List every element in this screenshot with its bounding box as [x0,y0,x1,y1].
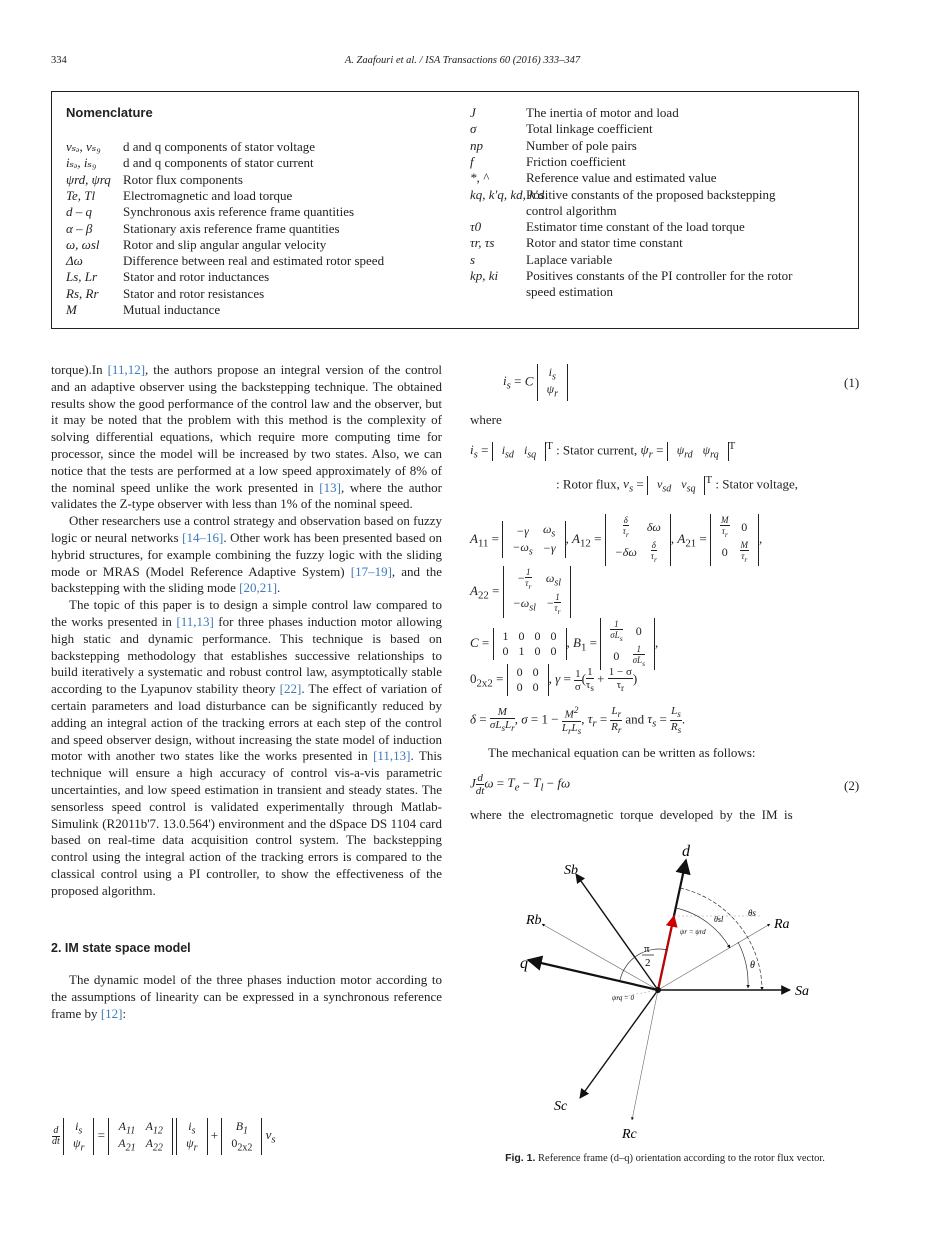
nomenclature-description: Stator and rotor resistances [123,285,265,301]
nomenclature-symbol: τ0 [470,219,482,235]
nomenclature-description: Synchronous axis reference frame quantities [123,204,355,220]
label-pi: π [644,943,650,955]
paragraph-4: The dynamic model of the three phases induction motor according to the assumptions of linearity can be expressed in a synchronous reference frame by [12]: [51,972,442,1021]
citation-link[interactable]: [14–16] [182,529,224,545]
nomenclature-symbol: s [470,251,476,267]
citation-link[interactable]: [11,12] [107,362,146,377]
nomenclature-symbol: Te, Tl [66,187,96,203]
theta-arc [738,942,748,988]
citation-link[interactable]: [20,21] [239,580,278,596]
nomenclature-description: Electromagnetic and load torque [123,187,293,203]
nomenclature-symbol: f [470,153,474,169]
nomenclature-description: d and q components of stator current [123,155,314,171]
label-sa: Sa [795,984,809,999]
left-text-column [51,362,442,1023]
origin-point [655,987,661,993]
section-heading: 2. IM state space model [51,940,191,955]
sb-axis [576,874,658,990]
zero-gamma-defs: $0_{2x2}$ = 0 0 0 0 , γ = $\frac{1}{\sigma}$ ( $\frac{1}{\tau_s}$ + $\frac{1 - \sigma}{\tau_r}$ ) [470,665,638,694]
figure-caption: Fig. 1. Reference frame (d–q) orientation according to the rotor flux vector. [505,1152,825,1164]
nomenclature-symbol: ω, ωsl [66,236,100,252]
nomenclature-title: Nomenclature [66,105,153,120]
label-d: d [682,843,690,860]
citation-link[interactable]: [13] [319,479,341,495]
page-number: 334 [51,55,67,66]
nomenclature-symbol: kp, ki [470,268,499,283]
nomenclature-description: Rotor and slip angular angular velocity [123,236,327,252]
equation-number: (2) [844,778,860,793]
label-q: q [520,955,528,972]
citation-link[interactable]: [22] [279,681,302,697]
nomenclature-description: Rotor and stator time constant [526,235,683,251]
nomenclature-description: Stationary axis reference frame quantities [123,220,340,236]
label-rb: Rb [526,913,542,928]
nomenclature-symbol: α – β [66,220,93,236]
label-two: 2 [645,957,651,969]
nomenclature-description: Difference between real and estimated rotor speed [123,253,385,269]
state-space-equation: $\frac{d}{dt}$ $i_s$ $\psi_r$ = $A_{11}$ $A_{12}$ $A_{21}$ $A_{22}$ $i_s$ $\psi_r$ + $B_1$ $0_{2x2}$ $v_s$ [52,1119,276,1154]
nomenclature-description: Friction coefficient [526,153,626,169]
nomenclature-description: Reference value and estimated value [526,170,717,186]
nomenclature-description: Rotor flux components [123,171,243,187]
label-psi-rq: ψrq = 0 [612,994,635,1002]
nomenclature-description: control algorithm [526,202,617,218]
label-psi-r: ψr = ψrd [680,928,706,936]
nomenclature-description: The inertia of motor and load [526,105,679,120]
nomenclature-symbol: Ls, Lr [66,269,98,285]
label-theta-s: θs [748,908,756,918]
nomenclature-symbol: vₛₔ, vₛ₉ [66,139,101,154]
label-sc: Sc [554,1099,568,1114]
ra-axis [658,924,770,990]
paragraph-2: Other researchers use a control strategy and observation based on fuzzy logic or neural networks [14–16]. Other work has been presented based on hybrid structures, for example combining the fuzzy logic with the sliding mode or MRAS (Model Reference Adaptive System) [17–19], and the backstepping with the sliding mode [20,21]. [51,513,442,596]
nomenclature-symbol: iₛₔ, iₛ₉ [66,155,97,171]
nomenclature-symbol: np [470,137,483,153]
label-theta-sl: θsl [714,915,724,924]
nomenclature-symbol: J [470,105,476,120]
nomenclature-description: Stator and rotor inductances [123,269,270,285]
nomenclature-symbol: *, ^ [470,170,489,186]
nomenclature-description: Positive constants of the proposed backstepping [526,186,776,202]
citation-link[interactable]: [11,13] [373,748,411,764]
rotor-flux-vector [658,916,674,990]
nomenclature-description: Total linkage coefficient [526,121,653,137]
theta-s-arc [680,888,762,990]
citation-link[interactable]: [17–19] [350,563,392,579]
paragraph-3: The topic of this paper is to design a simple control law compared to the works presented in [11,13] for three phases induction motor allowing high static and dynamic performance. This technique is based on backstepping methodology that establishes successive relationships to build iteratively a systematic and robust control law, asymptotically stable according to the Lyapunov stability theory [22]. The effect of variation of certain parameters and load disturbance can be significantly reduced by adding an integral action of the tracking errors at each step of the control and speed observer design, without increasing the state model of induction motor with another two states like the works presented in [11,13]. This technique will ensure a high accuracy of control vis-a-vis parametric uncertainties, and low speed estimation in transient and steady states. The sensorless speed control is validated experimentally through Matlab-Simulink (R2011b'7. 13.0.564') environment and the dSpace DS 1104 card based on real-time data acquisition control system. The backstepping control using the integral action of the tracking errors is compared to the classical control using a PI controller, to show the effectiveness of the proposed algorithm. [51,597,442,898]
after-eq2-text: where the electromagnetic torque developed by the IM is [470,807,793,822]
rotor-flux-def: : Rotor flux, $v_s$ = $v_{sd}$ $v_{sq}$ $^T$ : Stator voltage, [556,474,799,495]
q-axis [528,960,658,990]
nomenclature-description: d and q components of stator voltage [123,139,316,154]
nomenclature-symbol: σ [470,121,477,137]
matrix-c-b-defs: C = 1 0 0 0 0 1 0 0 , $B_1$ = $\frac{1}{\sigma L_s}$ 0 0 $\frac{1}{\sigma L_s}$ , [470,619,659,668]
nomenclature-symbol: Rs, Rr [66,285,99,301]
delta-sigma-defs: δ = $\frac{M}{\sigma L_sL_r}$ , σ = 1 − $\frac{M^2}{L_rL_s}$ , $\tau_r$ = $\frac{L_r}{R_r}$ and $\tau_s$ = $\frac{L_s}{R_s}$ . [470,704,686,736]
label-rc: Rc [622,1127,637,1142]
equation-2: J $\frac{d}{dt}$ $\omega = T_e - T_l - f\omega$ [470,772,571,797]
rb-axis [542,924,658,990]
citation-link[interactable]: [11,13] [176,613,214,629]
paragraph-1: torque).In [11,12], the authors propose an integral version of the control and an adaptive observer using the backstepping technique. The obtained results show the good performance of the control law and the observer, but it may be noted that the problem with this method is the complexity of solving differential equations, which require more computing time for processor, since the model will be increased by two states. Also, we can notice that the tests are performed at a low speed approximately of 8% of the nominal speed unlike the work presented in [13], where the author validates the Z-type observer with less than 1% of the nominal speed. [51,362,443,512]
reference-frame-figure [490,838,850,1148]
equation-number: (1) [844,375,860,390]
label-theta: θ [750,960,755,971]
matrix-a-defs: $A_{11}$ = −γ $\omega_s$ $-\omega_s$ −γ , $A_{12}$ = $\frac{\delta}{\tau_r}$ δω −δω $\frac{\delta}{\tau_r}$ , $A_{21}$ = $\frac{M}{\tau_r}$ 0 0 $\frac{M}{\tau_r}$ , [470,515,763,564]
sc-axis [580,990,658,1098]
running-header: A. Zaafouri et al. / ISA Transactions 60 (2016) 333–347 [344,55,581,66]
citation-link[interactable]: [12] [100,1005,123,1021]
nomenclature-symbol: d – q [66,204,92,220]
nomenclature-description: speed estimation [526,284,614,300]
nomenclature-symbol: τr, τs [470,235,495,251]
matrix-a22-def: $A_{22}$ = − $\frac{1}{\tau_r}$ $\omega_{sl}$ $-\omega_{sl}$ − $\frac{1}{\tau_r}$ [470,566,571,618]
nomenclature-description: Mutual inductance [123,302,221,317]
rc-axis [632,990,658,1120]
label-ra: Ra [774,917,790,932]
stator-current-def: $i_s$ = $i_{sd}$ $i_{sq}$ $^T$ : Stator current, $\psi_r$ = $\psi_{rd}$ $\psi_{rq}$ $^T$ [470,440,736,461]
nomenclature-symbol: ψrd, ψrq [66,171,111,187]
nomenclature-symbol: Δω [66,253,83,269]
nomenclature-description: Laplace variable [526,251,613,267]
nomenclature-description: Estimator time constant of the load torque [526,219,745,235]
mechanical-text: The mechanical equation can be written as follows: [488,745,756,760]
where-text: where [470,412,502,427]
nomenclature-description: Number of pole pairs [526,137,637,153]
label-sb: Sb [564,863,578,878]
nomenclature-symbol: M [66,302,77,317]
equation-1: $i_s = C$ $i_s$ $\psi_r$ [503,364,568,401]
nomenclature-description: Positives constants of the PI controller for the rotor [526,268,793,283]
nomenclature-symbol: kq, k′q, kd, k′d [470,186,545,202]
